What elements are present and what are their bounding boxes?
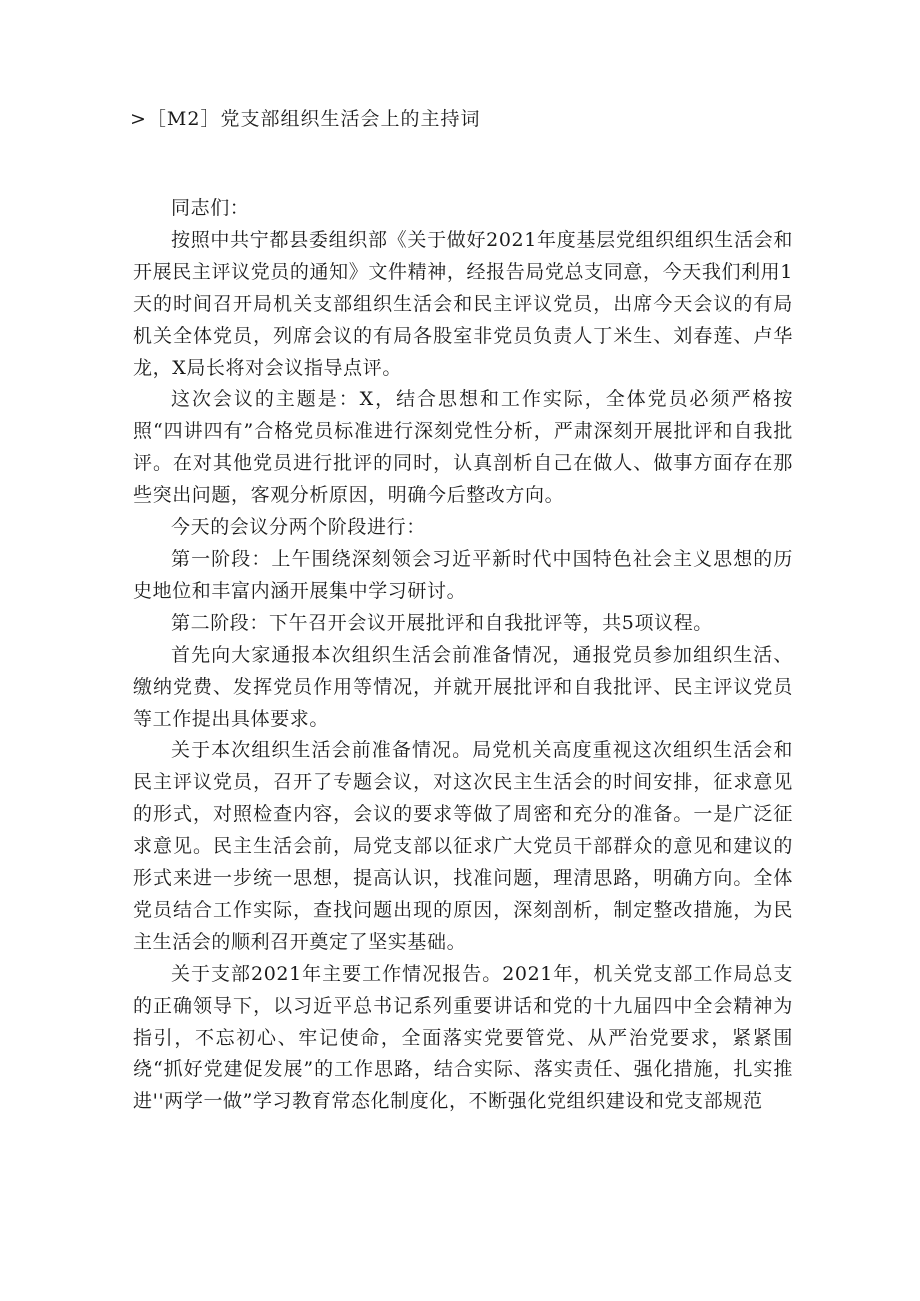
body-paragraph: 按照中共宁都县委组织部《关于做好2021年度基层党组织组织生活会和开展民主评议党员的通知》文件精神，经报告局党总支同意，今天我们利用1天的时间召开局机关支部组织生活会和民主评议党员，出席今天会议的有局机关全体党员，列席会议的有局各股室非党员负责人丁米生、刘春莲、卢华龙，X局长将对会议指导点评。 bbox=[133, 228, 793, 379]
body-paragraph: 这次会议的主题是：X，结合思想和工作实际，全体党员必须严格按照“四讲四有”合格党员标准进行深刻党性分析，严肃深刻开展批评和自我批评。在对其他党员进行批评的同时，认真剖析自己在做人、做事方面存在那些突出问题，客观分析原因，明确今后整改方向。 bbox=[133, 388, 793, 507]
body-paragraph: 关于支部2021年主要工作情况报告。2021年，机关党支部工作局总支的正确领导下，以习近平总书记系列重要讲话和党的十九届四中全会精神为指引，不忘初心、牢记使命，全面落实党要管党、从严治党要求，紧紧围绕“抓好党建促发展”的工作思路，结合实际、落实责任、强化措施，扎实推进''两学一做”学习教育常态化制度化，不断强化党组织建设和党支部规范 bbox=[133, 962, 793, 1113]
body-paragraph: 首先向大家通报本次组织生活会前准备情况，通报党员参加组织生活、缴纳党费、发挥党员作用等情况，并就开展批评和自我批评、民主评议党员等工作提出具体要求。 bbox=[133, 643, 793, 730]
document-body bbox=[133, 193, 793, 1118]
body-paragraph: 第一阶段：上午围绕深刻领会习近平新时代中国特色社会主义思想的历史地位和丰富内涵开展集中学习研讨。 bbox=[133, 547, 793, 602]
body-paragraph: 今天的会议分两个阶段进行： bbox=[171, 516, 426, 539]
body-paragraph: 关于本次组织生活会前准备情况。局党机关高度重视这次组织生活会和民主评议党员，召开了专题会议，对这次民主生活会的时间安排，征求意见的形式，对照检查内容，会议的要求等做了周密和充分的准备。一是广泛征求意见。民主生活会前，局党支部以征求广大党员干部群众的意见和建议的形式来进一步统一思想，提高认识，找准问题，理清思路，明确方向。全体党员结合工作实际，查找问题出现的原因，深刻剖析，制定整改措施，为民主生活会的顺利召开奠定了坚实基础。 bbox=[133, 739, 793, 953]
document-title: >［M2］党支部组织生活会上的主持词 bbox=[130, 108, 481, 130]
salutation-paragraph: 同志们： bbox=[171, 197, 250, 219]
body-paragraph: 第二阶段：下午召开会议开展批评和自我批评等，共5项议程。 bbox=[171, 611, 713, 634]
